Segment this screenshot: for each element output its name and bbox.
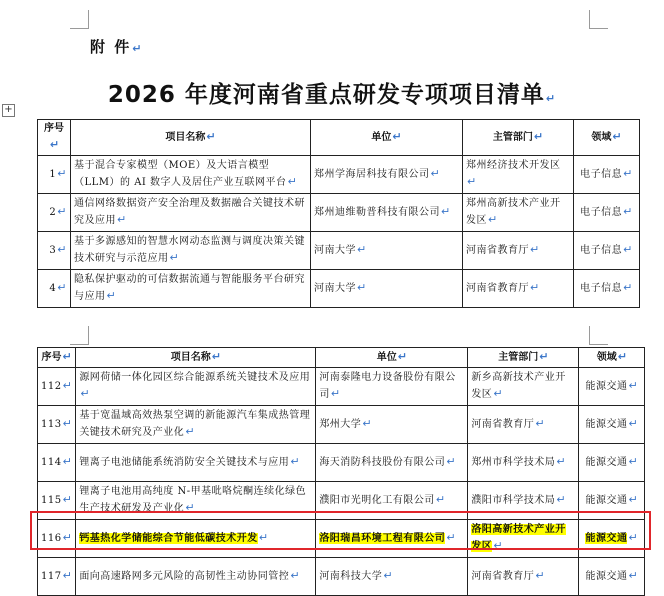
cell-dept: 河南省教育厅↵ (468, 558, 579, 596)
paragraph-mark: ↵ (290, 455, 301, 468)
header-seq: 序号↵ (38, 120, 71, 156)
cell-field: 能源交通↵ (579, 368, 645, 406)
header-dept: 主管部门↵ (468, 348, 579, 368)
header-dept: 主管部门↵ (463, 120, 574, 156)
plus-icon[interactable]: + (2, 104, 15, 117)
paragraph-mark: ↵ (446, 531, 457, 544)
cell-unit: 郑州大学↵ (316, 406, 468, 444)
cell-unit: 海天消防科技股份有限公司↵ (316, 444, 468, 482)
cell-seq: 1↵ (38, 156, 71, 194)
header-unit: 单位↵ (316, 348, 468, 368)
paragraph-mark: ↵ (430, 167, 441, 180)
cell-unit: 郑州迪维勒普科技有限公司↵ (311, 194, 463, 232)
paragraph-mark: ↵ (57, 205, 67, 218)
cell-seq: 4↵ (38, 270, 71, 308)
cell-dept: 洛阳高新技术产业开发区↵ (468, 520, 579, 558)
paragraph-mark: ↵ (62, 350, 72, 363)
cell-unit: 河南科技大学↵ (316, 558, 468, 596)
cell-name: 面向高速路网多元风险的高韧性主动协同管控↵ (76, 558, 316, 596)
paragraph-mark: ↵ (539, 350, 549, 363)
paragraph-mark: ↵ (117, 213, 127, 226)
paragraph-mark: ↵ (290, 569, 301, 582)
paragraph-mark: ↵ (62, 417, 73, 430)
header-name: 项目名称↵ (76, 348, 316, 368)
paragraph-mark: ↵ (628, 531, 639, 544)
cell-field: 能源交通↵ (579, 558, 645, 596)
paragraph-mark: ↵ (530, 281, 540, 294)
paragraph-mark: ↵ (623, 281, 633, 294)
paragraph-mark: ↵ (211, 350, 221, 363)
paragraph-mark: ↵ (623, 243, 633, 256)
paragraph-mark: ↵ (623, 205, 633, 218)
paragraph-mark: ↵ (49, 138, 60, 151)
table-row (38, 558, 645, 596)
paragraph-mark: ↵ (57, 243, 67, 256)
page-corner-mark (70, 10, 89, 29)
paragraph-mark: ↵ (533, 130, 544, 143)
paragraph-mark: ↵ (535, 569, 546, 582)
table-row (38, 368, 645, 406)
paragraph-mark: ↵ (357, 243, 367, 256)
paragraph-mark: ↵ (362, 417, 373, 430)
cell-field: 电子信息↵ (574, 232, 640, 270)
cell-name: 钙基热化学储能综合节能低碳技术开发↵ (76, 520, 316, 558)
table-row (38, 520, 645, 558)
paragraph-mark: ↵ (628, 455, 639, 468)
paragraph-mark: ↵ (169, 251, 180, 264)
cell-dept: 新乡高新技术产业开发区↵ (468, 368, 579, 406)
cell-field: 电子信息↵ (574, 270, 640, 308)
paragraph-mark: ↵ (628, 379, 639, 392)
paragraph-mark: ↵ (397, 350, 407, 363)
paragraph-mark: ↵ (383, 569, 394, 582)
paragraph-mark: ↵ (628, 569, 639, 582)
paragraph-mark: ↵ (80, 387, 91, 400)
header-seq: 序号↵ (38, 348, 76, 368)
cell-field: 能源交通↵ (579, 444, 645, 482)
table-row (38, 406, 645, 444)
cell-name: 锂离子电池用高纯度 N-甲基吡咯烷酮连续化绿色生产技术研发及产业化↵ (76, 482, 316, 520)
paragraph-mark: ↵ (62, 493, 73, 506)
paragraph-mark: ↵ (62, 379, 73, 392)
paragraph-mark: ↵ (62, 569, 73, 582)
header-field: 领域↵ (579, 348, 645, 368)
cell-dept: 濮阳市科学技术局↵ (468, 482, 579, 520)
table-row (38, 270, 640, 308)
paragraph-mark: ↵ (106, 289, 117, 302)
cell-seq: 115↵ (38, 482, 76, 520)
paragraph-mark: ↵ (62, 455, 73, 468)
page-corner-mark (589, 10, 608, 29)
cell-field: 电子信息↵ (574, 156, 640, 194)
cell-name: 基于宽温域高效热泵空调的新能源汽车集成热管理关键技术研究及产业化↵ (76, 406, 316, 444)
table-header-row (38, 348, 645, 368)
cell-dept: 郑州经济技术开发区↵ (463, 156, 574, 194)
paragraph-mark: ↵ (57, 167, 67, 180)
paragraph-mark: ↵ (435, 493, 446, 506)
cell-name: 基于混合专家模型（MOE）及大语言模型（LLM）的 AI 数字人及居住产业互联网平台↵ (71, 156, 311, 194)
cell-field: 能源交通↵ (579, 520, 645, 558)
cell-seq: 117↵ (38, 558, 76, 596)
table-row (38, 482, 645, 520)
cell-unit: 河南大学↵ (311, 232, 463, 270)
cell-seq: 2↵ (38, 194, 71, 232)
paragraph-mark: ↵ (185, 501, 196, 514)
paragraph-mark: ↵ (392, 130, 402, 143)
paragraph-mark: ↵ (62, 531, 73, 544)
header-name: 项目名称↵ (71, 120, 311, 156)
paragraph-mark: ↵ (493, 387, 504, 400)
project-table-2 (37, 347, 645, 596)
cell-unit: 郑州学海居科技有限公司↵ (311, 156, 463, 194)
paragraph-mark: ↵ (493, 539, 504, 552)
cell-dept: 河南省教育厅↵ (463, 270, 574, 308)
table-row (38, 156, 640, 194)
cell-field: 能源交通↵ (579, 406, 645, 444)
cell-unit: 河南泰隆电力设备股份有限公司↵ (316, 368, 468, 406)
paragraph-mark: ↵ (287, 175, 298, 188)
paragraph-mark: ↵ (628, 417, 639, 430)
cell-dept: 河南省教育厅↵ (463, 232, 574, 270)
cell-name: 隐私保护驱动的可信数据流通与智能服务平台研究与应用↵ (71, 270, 311, 308)
paragraph-mark: ↵ (185, 425, 196, 438)
paragraph-mark: ↵ (530, 243, 540, 256)
table-row (38, 444, 645, 482)
table-row (38, 232, 640, 270)
page-title: 2026 年度河南省重点研发专项项目清单↵ (107, 82, 557, 108)
paragraph-mark: ↵ (535, 417, 546, 430)
cell-name: 通信网络数据资产安全治理及数据融合关键技术研究及应用↵ (71, 194, 311, 232)
paragraph-mark: ↵ (441, 205, 451, 218)
paragraph-mark: ↵ (556, 493, 567, 506)
paragraph-mark: ↵ (556, 455, 567, 468)
cell-seq: 112↵ (38, 368, 76, 406)
attachment-label: 附 件↵ (90, 38, 144, 56)
paragraph-mark: ↵ (357, 281, 367, 294)
paragraph-mark: ↵ (612, 130, 622, 143)
project-table-1 (37, 119, 640, 308)
table-row (38, 194, 640, 232)
paragraph-mark: ↵ (628, 493, 639, 506)
cell-name: 源网荷储一体化园区综合能源系统关键技术及应用↵ (76, 368, 316, 406)
cell-name: 基于多源感知的智慧水网动态监测与调度决策关键技术研究与示范应用↵ (71, 232, 311, 270)
paragraph-mark: ↵ (446, 455, 457, 468)
paragraph-mark: ↵ (488, 213, 498, 226)
paragraph-mark: ↵ (206, 130, 216, 143)
cell-seq: 113↵ (38, 406, 76, 444)
paragraph-mark: ↵ (467, 175, 477, 188)
cell-field: 电子信息↵ (574, 194, 640, 232)
header-field: 领域↵ (574, 120, 640, 156)
cell-field: 能源交通↵ (579, 482, 645, 520)
cell-dept: 河南省教育厅↵ (468, 406, 579, 444)
cell-name: 锂离子电池储能系统消防安全关键技术与应用↵ (76, 444, 316, 482)
cell-unit: 河南大学↵ (311, 270, 463, 308)
cell-seq: 114↵ (38, 444, 76, 482)
cell-unit: 濮阳市光明化工有限公司↵ (316, 482, 468, 520)
cell-seq: 3↵ (38, 232, 71, 270)
header-unit: 单位↵ (311, 120, 463, 156)
cell-dept: 郑州市科学技术局↵ (468, 444, 579, 482)
cell-unit: 洛阳瑞昌环境工程有限公司↵ (316, 520, 468, 558)
paragraph-mark: ↵ (57, 281, 67, 294)
cell-dept: 郑州高新技术产业开发区↵ (463, 194, 574, 232)
paragraph-mark: ↵ (623, 167, 633, 180)
page-corner-mark (589, 326, 608, 345)
paragraph-mark: ↵ (330, 387, 341, 400)
table-header-row (38, 120, 640, 156)
paragraph-mark: ↵ (258, 531, 269, 544)
cell-seq: 116↵ (38, 520, 76, 558)
page-corner-mark (70, 326, 89, 345)
paragraph-mark: ↵ (617, 350, 627, 363)
